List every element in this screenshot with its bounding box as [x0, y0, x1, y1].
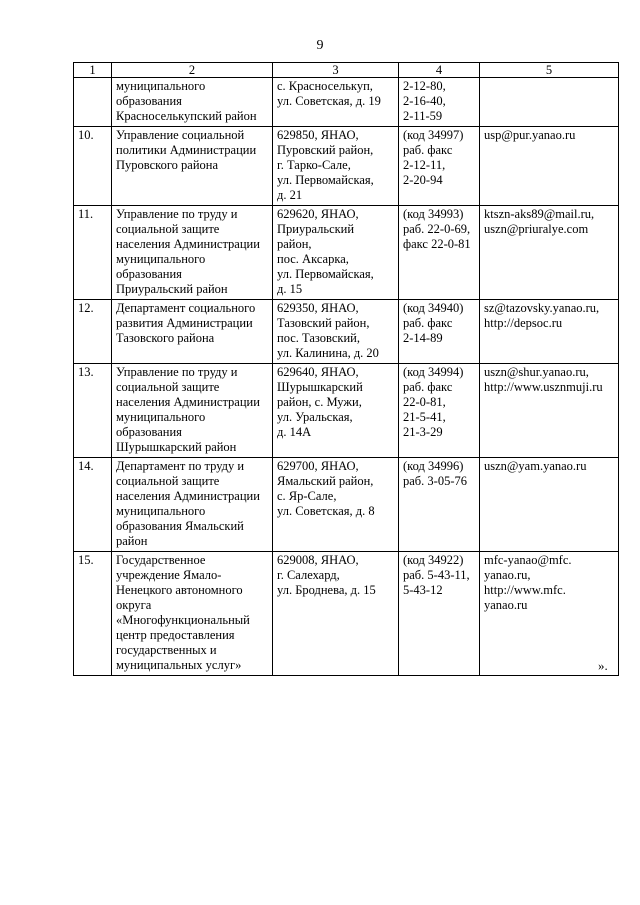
cell-line: 21-3-29 — [403, 425, 443, 439]
contacts-cell — [480, 552, 619, 676]
cell-line: д. 21 — [277, 188, 303, 202]
cell-line: http://www.usznmuji.ru — [484, 380, 603, 394]
cell-line: 21-5-41, — [403, 410, 446, 424]
phone-cell — [399, 206, 480, 300]
page-number: 9 — [316, 38, 324, 53]
cell-line: (код 34996) — [403, 459, 464, 473]
cell-line: (код 34993) — [403, 207, 464, 221]
cell-line: 629850, ЯНАО, — [277, 128, 359, 142]
cell-line: д. 14А — [277, 425, 312, 439]
cell-line: ул. Советская, д. 8 — [277, 504, 375, 518]
cell-line: муниципального — [116, 410, 206, 424]
row-number-cell — [74, 78, 112, 127]
cell-line: Тазовский район, — [277, 316, 370, 330]
cell-line: политики Администрации — [116, 143, 257, 157]
cell-line: yanao.ru, — [484, 568, 531, 582]
cell-line: ktszn-aks89@mail.ru, — [484, 207, 595, 221]
cell-line: государственных и — [116, 643, 217, 657]
organization-name-cell — [112, 552, 273, 676]
cell-line: 2-11-59 — [403, 109, 443, 123]
phone-cell — [399, 300, 480, 364]
cell-line: 2-12-80, — [403, 79, 446, 93]
cell-line: ул. Броднева, д. 15 — [277, 583, 376, 597]
row-number-cell: 12. — [74, 300, 112, 364]
cell-line: uszn@shur.yanao.ru, — [484, 365, 589, 379]
address-cell — [273, 127, 399, 206]
closing-quote-mark: ». — [598, 658, 608, 673]
cell-line: ул. Первомайская, — [277, 173, 374, 187]
phone-cell — [399, 364, 480, 458]
cell-line: социальной защите — [116, 474, 220, 488]
organization-name-cell — [112, 458, 273, 552]
cell-line: 2-16-40, — [403, 94, 446, 108]
cell-line: центр предоставления — [116, 628, 235, 642]
address-cell — [273, 458, 399, 552]
organization-name-cell — [112, 206, 273, 300]
table-row — [74, 206, 619, 300]
cell-line: Шурышкарский район — [116, 440, 237, 454]
cell-line: с. Красноселькуп, — [277, 79, 373, 93]
table-row — [74, 78, 619, 127]
cell-line: развития Администрации — [116, 316, 253, 330]
cell-line: муниципального — [116, 504, 206, 518]
cell-line: Департамент по труду и — [116, 459, 245, 473]
table-row — [74, 364, 619, 458]
cell-line: район — [116, 534, 148, 548]
cell-line: uszn@yam.yanao.ru — [484, 459, 587, 473]
row-number-cell: 15. — [74, 552, 112, 676]
cell-line: д. 15 — [277, 282, 303, 296]
table-body — [74, 78, 619, 676]
cell-line: Приуральский район — [116, 282, 228, 296]
cell-line: образования — [116, 94, 182, 108]
cell-line: 2-20-94 — [403, 173, 443, 187]
contacts-cell — [480, 458, 619, 552]
cell-line: 629700, ЯНАО, — [277, 459, 359, 473]
contacts-cell — [480, 364, 619, 458]
cell-line: sz@tazovsky.yanao.ru, — [484, 301, 600, 315]
cell-line: (код 34922) — [403, 553, 464, 567]
cell-line: г. Тарко-Сале, — [277, 158, 351, 172]
phone-cell — [399, 552, 480, 676]
cell-line: муниципального — [116, 79, 206, 93]
cell-line: Пуровского района — [116, 158, 219, 172]
cell-line: Ямальский район, — [277, 474, 374, 488]
address-cell — [273, 206, 399, 300]
cell-line: (код 34997) — [403, 128, 464, 142]
cell-line: раб. факс — [403, 316, 453, 330]
header-col-3: 3 — [273, 63, 399, 78]
header-col-2: 2 — [112, 63, 273, 78]
cell-line: uszn@priuralye.com — [484, 222, 589, 236]
cell-line: пос. Тазовский, — [277, 331, 360, 345]
cell-line: образования — [116, 425, 182, 439]
table-header-row — [74, 63, 619, 78]
cell-line: ул. Уральская, — [277, 410, 353, 424]
table-row — [74, 458, 619, 552]
contacts-cell — [480, 300, 619, 364]
institutions-table — [73, 62, 619, 676]
cell-line: ул. Калинина, д. 20 — [277, 346, 379, 360]
cell-line: 629008, ЯНАО, — [277, 553, 359, 567]
row-number-cell: 13. — [74, 364, 112, 458]
cell-line: http://www.mfc. — [484, 583, 566, 597]
contacts-cell — [480, 127, 619, 206]
cell-line: 2-14-89 — [403, 331, 443, 345]
cell-line: Департамент социального — [116, 301, 256, 315]
cell-line: Управление по труду и — [116, 207, 238, 221]
cell-line: Красноселькупский район — [116, 109, 257, 123]
contacts-cell — [480, 78, 619, 127]
cell-line: социальной защите — [116, 380, 220, 394]
table-row — [74, 552, 619, 676]
cell-line: населения Администрации — [116, 489, 260, 503]
cell-line: 629640, ЯНАО, — [277, 365, 359, 379]
organization-name-cell — [112, 78, 273, 127]
address-cell — [273, 552, 399, 676]
cell-line: http://depsoc.ru — [484, 316, 563, 330]
header-col-4: 4 — [399, 63, 480, 78]
cell-line: населения Администрации — [116, 237, 260, 251]
row-number-cell: 11. — [74, 206, 112, 300]
cell-line: муниципальных услуг» — [116, 658, 242, 672]
cell-line: район, с. Мужи, — [277, 395, 362, 409]
cell-line: с. Яр-Сале, — [277, 489, 337, 503]
cell-line: Шурышкарский — [277, 380, 363, 394]
cell-line: yanao.ru — [484, 598, 528, 612]
cell-line: «Многофункциональный — [116, 613, 250, 627]
cell-line: Ненецкого автономного — [116, 583, 243, 597]
cell-line: образования — [116, 267, 182, 281]
cell-line: Управление социальной — [116, 128, 245, 142]
cell-line: Государственное — [116, 553, 206, 567]
cell-line: 22-0-81, — [403, 395, 446, 409]
cell-line: 2-12-11, — [403, 158, 446, 172]
cell-line: mfc-yanao@mfc. — [484, 553, 572, 567]
cell-line: учреждение Ямало- — [116, 568, 222, 582]
row-number-cell: 14. — [74, 458, 112, 552]
cell-line: 629350, ЯНАО, — [277, 301, 359, 315]
cell-line: (код 34994) — [403, 365, 464, 379]
header-col-5: 5 — [480, 63, 619, 78]
table-row — [74, 127, 619, 206]
organization-name-cell — [112, 300, 273, 364]
cell-line: раб. 3-05-76 — [403, 474, 467, 488]
cell-line: Приуральский — [277, 222, 355, 236]
cell-line: район, — [277, 237, 312, 251]
row-number-cell: 10. — [74, 127, 112, 206]
cell-line: usp@pur.yanao.ru — [484, 128, 576, 142]
contacts-cell — [480, 206, 619, 300]
phone-cell — [399, 458, 480, 552]
cell-line: Тазовского района — [116, 331, 215, 345]
cell-line: Пуровский район, — [277, 143, 374, 157]
organization-name-cell — [112, 364, 273, 458]
cell-line: раб. факс — [403, 380, 453, 394]
cell-line: ул. Первомайская, — [277, 267, 374, 281]
cell-line: пос. Аксарка, — [277, 252, 349, 266]
cell-line: раб. факс — [403, 143, 453, 157]
cell-line: 5-43-12 — [403, 583, 443, 597]
cell-line: Управление по труду и — [116, 365, 238, 379]
header-col-1: 1 — [74, 63, 112, 78]
table-row — [74, 300, 619, 364]
phone-cell — [399, 78, 480, 127]
cell-line: ул. Советская, д. 19 — [277, 94, 381, 108]
cell-line: образования Ямальский — [116, 519, 244, 533]
organization-name-cell — [112, 127, 273, 206]
cell-line: г. Салехард, — [277, 568, 340, 582]
cell-line: социальной защите — [116, 222, 220, 236]
cell-line: округа — [116, 598, 152, 612]
cell-line: муниципального — [116, 252, 206, 266]
cell-line: раб. 22-0-69, — [403, 222, 471, 236]
cell-line: 629620, ЯНАО, — [277, 207, 359, 221]
cell-line: раб. 5-43-11, — [403, 568, 470, 582]
address-cell — [273, 78, 399, 127]
cell-line: факс 22-0-81 — [403, 237, 471, 251]
address-cell — [273, 364, 399, 458]
phone-cell — [399, 127, 480, 206]
cell-line: населения Администрации — [116, 395, 260, 409]
address-cell — [273, 300, 399, 364]
cell-line: (код 34940) — [403, 301, 464, 315]
